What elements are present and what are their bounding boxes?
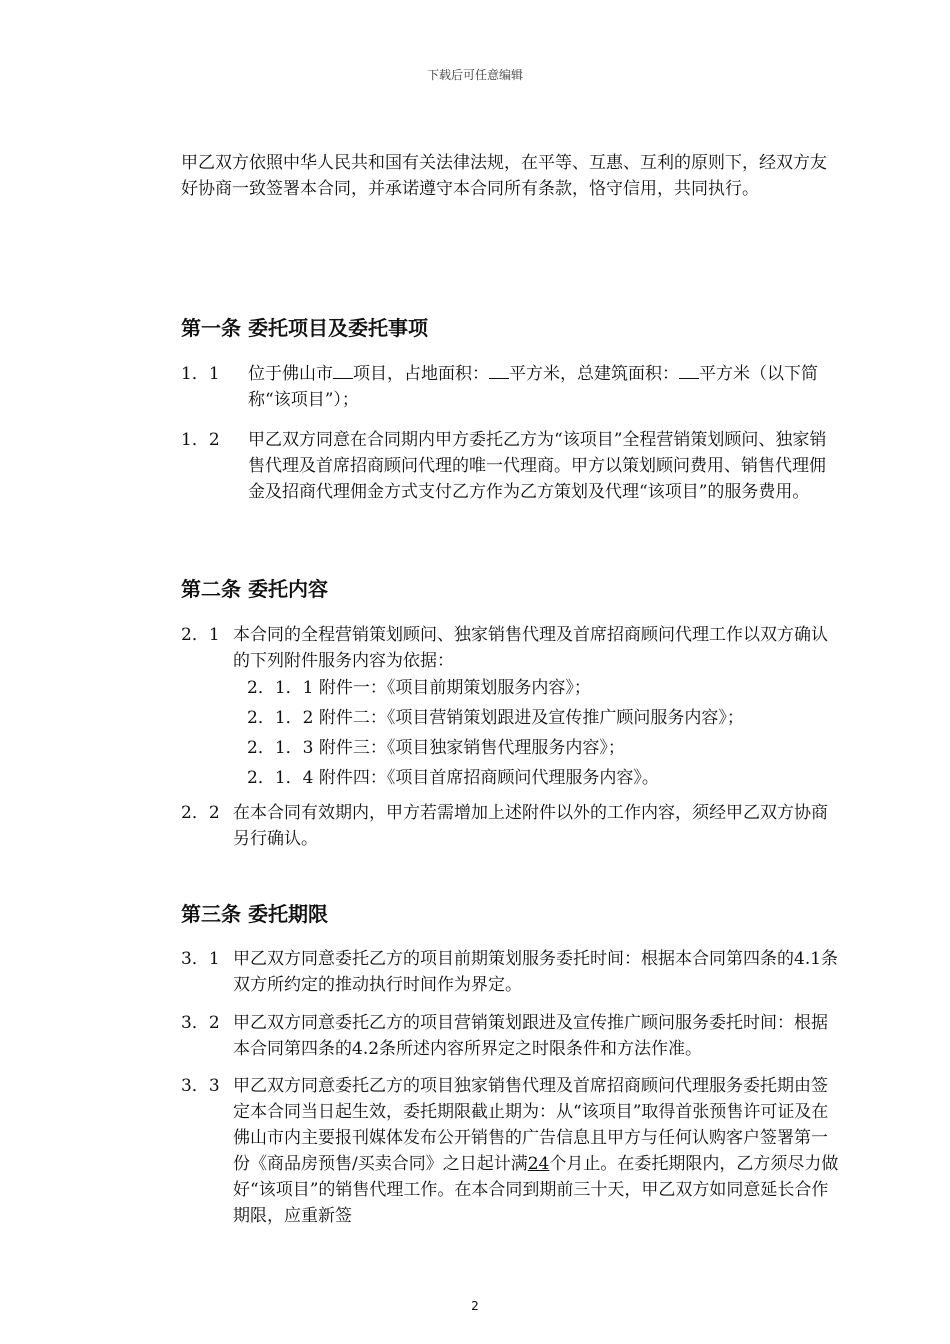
article-1-heading: 第一条 委托项目及委托事项 [181,316,428,340]
clause-number: 3．1 [181,949,220,969]
blank-line [489,364,509,379]
clause-text: 在本合同有效期内，甲方若需增加上述附件以外的工作内容，须经甲乙双方协商另行确认。 [233,803,828,849]
article-2-heading: 第二条 委托内容 [181,577,328,601]
clause-3-1 [181,946,841,998]
clause-number: 3．2 [181,1013,220,1033]
blank-line [333,364,353,379]
intro-paragraph: 甲乙双方依照中华人民共和国有关法律法规，在平等、互惠、互利的原则下，经双方友好协商一致签署本合同，并承诺遵守本合同所有条款，恪守信用，共同执行。 [181,153,827,199]
clause-text: 甲乙双方同意委托乙方的项目前期策划服务委托时间：根据本合同第四条的4.1条双方所约定的推动执行时间作为界定。 [233,949,839,995]
months-value: 24 [527,1154,550,1174]
clause-number: 2．2 [181,803,220,823]
subitem-2-1-1: 2．1．1 附件一：《项目前期策划服务内容》； [247,678,591,698]
clause-text: 本合同的全程营销策划顾问、独家销售代理及首席招商顾问代理工作以双方确认的下列附件服务内容为依据： [233,625,828,671]
article-3-heading: 第三条 委托期限 [181,902,328,926]
clause-number: 3．3 [181,1076,220,1096]
clause-2-1 [181,622,841,674]
subitem-2-1-3: 2．1．3 附件三：《项目独家销售代理服务内容》； [247,738,625,758]
clause-number: 2．1 [181,625,220,645]
header-note: 下载后可任意编辑 [426,68,523,82]
blank-line [679,364,699,379]
subitem-2-1-4: 2．1．4 附件四：《项目首席招商顾问代理服务内容》。 [247,768,659,788]
clause-text: 甲乙双方同意在合同期内甲方委托乙方为“该项目”全程营销策划顾问、独家销售代理及首席招商顾问代理的唯一代理商。甲方以策划顾问费用、销售代理佣金及招商代理佣金方式支付乙方作为乙方策划及代理“该项目”的服务费用。 [248,430,827,502]
clause-number: 1．2 [181,430,220,450]
clause-1-1: 1．1 位于佛山市 项目，占地面积： 平方米，总建筑面积： 平方米（以下简称“该项目”）； [181,361,841,413]
clause-3-3 [181,1073,841,1229]
clause-2-2 [181,800,841,852]
clause-number: 1．1 [181,364,220,384]
clause-text: 甲乙双方同意委托乙方的项目营销策划跟进及宣传推广顾问服务委托时间：根据本合同第四条的4.2条所述内容所界定之时限条件和方法作准。 [233,1013,828,1059]
clause-text: 甲乙双方同意委托乙方的项目独家销售代理及首席招商顾问代理服务委托期由签定本合同当日起生效，委托期限截止期为：从“该项目”取得首张预售许可证及在佛山市内主要报刊媒体发布公开销售的广告信息且甲方与任何认购客户签署第一份《商品房预售/买卖合同》之日起计满24个月止。在委托期限内，乙方须尽力做好“该项目”的销售代理工作。在本合同到期前三十天，甲乙双方如同意延长合作期限，应重新签 [233,1076,839,1226]
subitem-2-1-2: 2．1．2 附件二：《项目营销策划跟进及宣传推广顾问服务内容》； [247,708,744,728]
clause-1-2 [181,427,841,505]
page-number: 2 [471,1299,479,1313]
clause-3-2 [181,1010,841,1062]
